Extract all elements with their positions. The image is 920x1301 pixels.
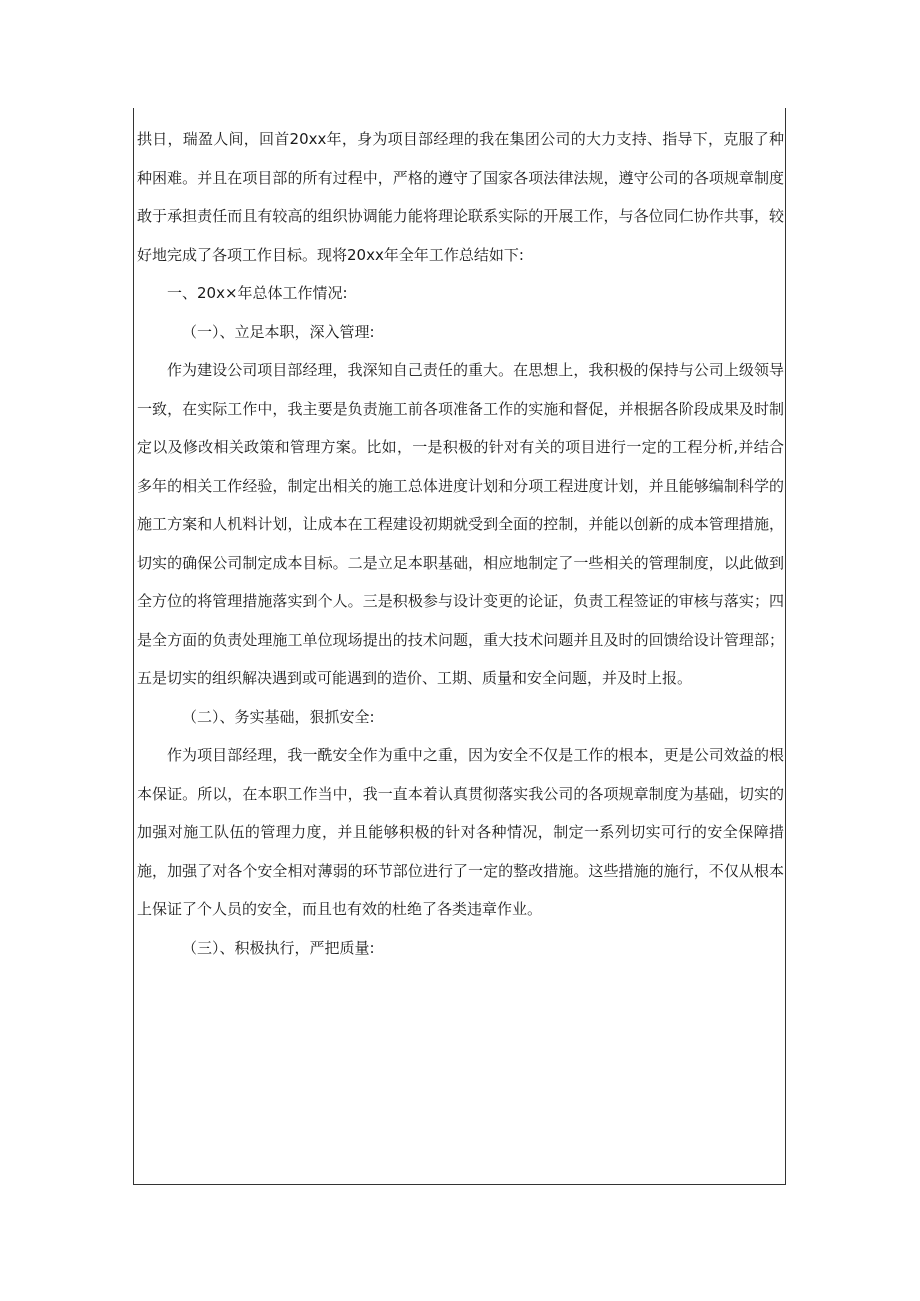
subsection-heading-3: （三）、积极执行，严把质量:: [182, 938, 375, 957]
section-heading-1: 一、20x×年总体工作情况:: [167, 284, 348, 302]
subsection-body-1: 作为建设公司项目部经理，我深知自己责任的重大。在思想上，我积极的保持与公司上级领导一致，在实际工作中，我主要是负责施工前各项准备工作的实施和督促，并根据各阶段成果及时制定以及修改相关政策和管理方案。比如，一是积极的针对有关的项目进行一定的工程分析,并结合多年的相关工作经验，制定出相关的施工总体进度计划和分项工程进度计划，并且能够编制科学的施工方案和人机料计划，让成本在工程建设初期就受到全面的控制，并能以创新的成本管理措施，切实的确保公司制定成本目标。二是立足本职基础，相应地制定了一些相关的管理制度，以此做到全方位的将管理措施落实到个人。三是积极参与设计变更的论证，负责工程签证的审核与落实；四是全方面的负责处理施工单位现场提出的技术问题，重大技术问题并且及时的回馈给设计管理部；五是切实的组织解决遇到或可能遇到的造价、工期、质量和安全问题，并及时上报。: [137, 361, 784, 687]
subsection-heading-2: （二）、务实基础，狠抓安全:: [182, 707, 375, 726]
document-body: [137, 120, 784, 967]
subsection-body-2: 作为项目部经理，我一酰安全作为重中之重，因为安全不仅是工作的根本，更是公司效益的根本保证。所以，在本职工作当中，我一直本着认真贯彻落实我公司的各项规章制度为基础，切实的加强对施工队伍的管理力度，并且能够积极的针对各种情况，制定一系列切实可行的安全保障措施，加强了对各个安全相对薄弱的环节部位进行了一定的整改措施。这些措施的施行，不仅从根本上保证了个人员的安全，而且也有效的杜绝了各类违章作业。: [137, 746, 784, 918]
subsection-heading-1: （一）、立足本职，深入管理:: [182, 322, 375, 341]
intro-paragraph: 拱日，瑞盈人间，回首20xx年，身为项目部经理的我在集团公司的大力支持、指导下，克服了种种困难。并且在项目部的所有过程中，严格的遵守了国家各项法律法规，遵守公司的各项规章制度敢于承担责任而且有较高的组织协调能力能将理论联系实际的开展工作，与各位同仁协作共事，较好地完成了各项工作目标。现将20xx年全年工作总结如下:: [137, 130, 784, 264]
